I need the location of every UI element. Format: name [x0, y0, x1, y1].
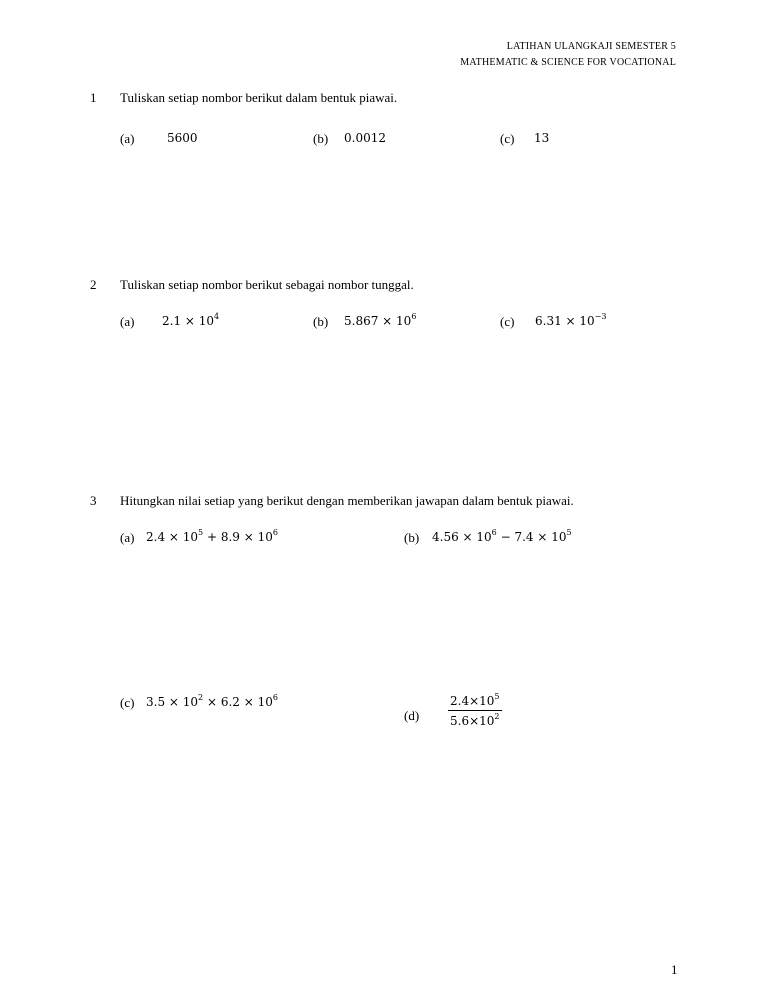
q2-c-expression: $6.31 \times 10^{-3}$ [535, 312, 607, 328]
q2-a-expression: $2.1 \times 10^4$ [162, 312, 220, 328]
q1-b-label: (b) [313, 131, 329, 146]
header-title-line2: MATHEMATIC & SCIENCE FOR VOCATIONAL [460, 57, 676, 68]
q3-d-numerator: $2.4\times 10^5$ [448, 694, 502, 711]
q2-b-expression: $5.867 \times 10^6$ [344, 312, 417, 328]
q3-c-label: (c) [120, 695, 135, 710]
page-number: 1 [671, 962, 678, 977]
q3-b-label: (b) [404, 530, 420, 545]
q3-a-expression: $2.4 \times 10^5 + 8.9 \times 10^6$ [146, 528, 278, 544]
q2-a-label: (a) [120, 314, 135, 329]
q3-a-label: (a) [120, 530, 135, 545]
question-1-text: Tuliskan setiap nombor berikut dalam bentuk piawai. [120, 90, 398, 105]
q3-b-expression: $4.56 \times 10^6 - 7.4 \times 10^5$ [432, 528, 572, 544]
q1-a-value: 5600 [167, 131, 198, 145]
q3-d-label: (d) [404, 708, 420, 723]
q1-c-label: (c) [500, 131, 515, 146]
question-2-text: Tuliskan setiap nombor berikut sebagai nombor tunggal. [120, 277, 414, 292]
question-2-number: 2 [90, 277, 97, 292]
question-1-number: 1 [90, 90, 97, 105]
q3-c-expression: $3.5 \times 10^2 \times 6.2 \times 10^6$ [146, 693, 278, 709]
question-3-text: Hitungkan nilai setiap yang berikut dengan memberikan jawapan dalam bentuk piawai. [120, 493, 574, 508]
question-3-number: 3 [90, 493, 97, 508]
q1-c-value: 13 [534, 131, 550, 145]
q1-a-label: (a) [120, 131, 135, 146]
q2-c-label: (c) [500, 314, 515, 329]
header-title-line1: LATIHAN ULANGKAJI SEMESTER 5 [506, 41, 676, 52]
q3-d-fraction [448, 694, 502, 728]
q3-d-denominator: $5.6\times 10^2$ [450, 712, 500, 728]
q1-b-value: 0.0012 [344, 131, 386, 145]
q2-b-label: (b) [313, 314, 329, 329]
